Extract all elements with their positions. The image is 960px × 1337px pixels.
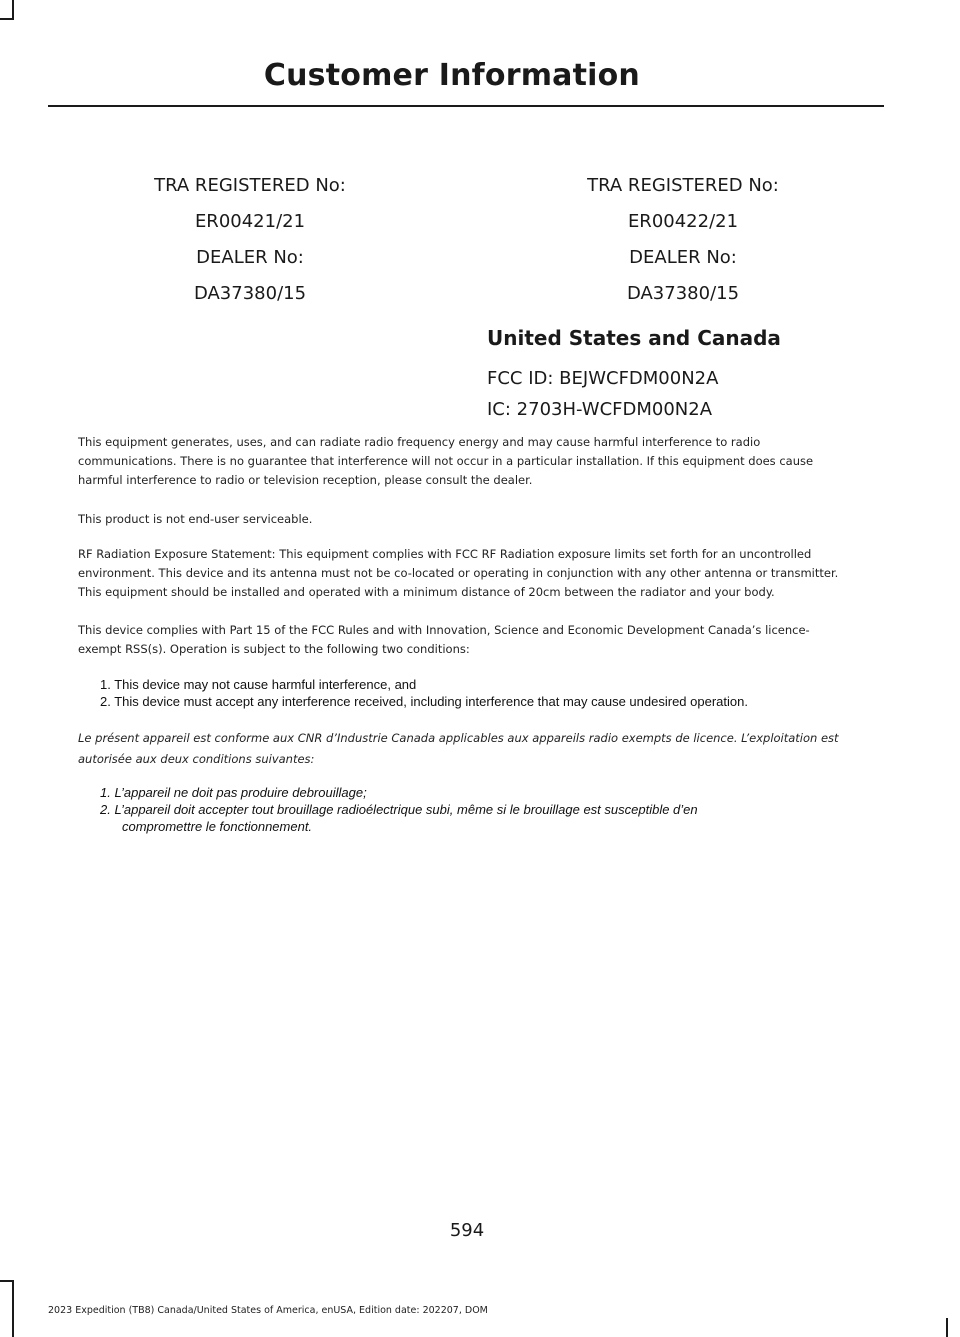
condition-item: 2. This device must accept any interference received, including interference that may cause undesired operation.	[100, 694, 748, 709]
dealer-value: DA37380/15	[626, 283, 740, 304]
crop-mark-top-left-h	[0, 18, 14, 20]
title-divider	[48, 105, 884, 107]
notice-paragraph-interference	[78, 433, 878, 490]
french-condition-item: 2. L’appareil doit accepter tout brouillage radioélectrique subi, même si le brouillage est susceptible d’en	[100, 802, 698, 817]
french-condition-item: 1. L’appareil ne doit pas produire debrouillage;	[100, 785, 367, 800]
condition-item: 1. This device may not cause harmful interference, and	[100, 677, 417, 692]
french-notice-paragraph	[78, 728, 878, 770]
tra-registered-label: TRA REGISTERED No:	[154, 175, 346, 196]
notice-paragraph-rf-exposure	[78, 545, 878, 602]
notice-line: This device complies with Part 15 of the FCC Rules and with Innovation, Science and Economic Development Canada’s licence-	[78, 623, 810, 637]
condition-list	[100, 676, 860, 710]
tra-registered-value: ER00421/21	[194, 211, 306, 232]
fcc-id: FCC ID: BEJWCFDM00N2A	[487, 368, 719, 389]
dealer-label: DEALER No:	[196, 247, 304, 268]
section-heading-us-canada: United States and Canada	[487, 326, 781, 350]
dealer-label: DEALER No:	[629, 247, 737, 268]
french-line: autorisée aux deux conditions suivantes:	[78, 752, 315, 766]
notice-paragraph-part15	[78, 621, 878, 659]
dealer-value: DA37380/15	[193, 283, 307, 304]
french-condition-list	[100, 784, 820, 835]
notice-line: harmful interference to radio or television reception, please consult the dealer.	[78, 473, 533, 487]
notice-line: environment. This device and its antenna must not be co-located or operating in conjunction with any other antenna or transmitter.	[78, 566, 839, 580]
french-line: Le présent appareil est conforme aux CNR d’Industrie Canada applicables aux appareils radio exempts de licence. L’exploitation est	[78, 731, 839, 745]
french-condition-item-continued: compromettre le fonctionnement.	[122, 819, 313, 834]
notice-line: communications. There is no guarantee that interference will not occur in a particular installation. If this equipment does cause	[78, 454, 814, 468]
notice-line: exempt RSS(s). Operation is subject to the following two conditions:	[78, 642, 470, 656]
notice-line: RF Radiation Exposure Statement: This equipment complies with FCC RF Radiation exposure limits set forth for an uncontrolled	[78, 547, 812, 561]
notice-line: This product is not end-user serviceable.	[78, 512, 313, 526]
ic-number: IC: 2703H-WCFDM00N2A	[487, 399, 713, 420]
page-title: Customer Information	[263, 58, 640, 93]
crop-mark-bottom-left-h	[0, 1280, 14, 1282]
tra-block-left	[70, 172, 430, 316]
notice-line: This equipment should be installed and operated with a minimum distance of 20cm between the radiator and your body.	[78, 585, 775, 599]
notice-line: This equipment generates, uses, and can radiate radio frequency energy and may cause harmful interference to radio	[78, 435, 761, 449]
tra-registered-label: TRA REGISTERED No:	[587, 175, 779, 196]
crop-mark-bottom-left	[12, 1280, 14, 1337]
notice-paragraph-serviceable	[78, 510, 878, 529]
footer-edition-info: 2023 Expedition (TB8) Canada/United States of America, enUSA, Edition date: 202207, DOM	[48, 1305, 488, 1316]
tra-block-right	[503, 172, 863, 316]
page-number: 594	[449, 1220, 485, 1241]
crop-mark-bottom-right	[946, 1318, 948, 1337]
tra-registered-value: ER00422/21	[627, 211, 739, 232]
crop-mark-top-left	[12, 0, 14, 20]
